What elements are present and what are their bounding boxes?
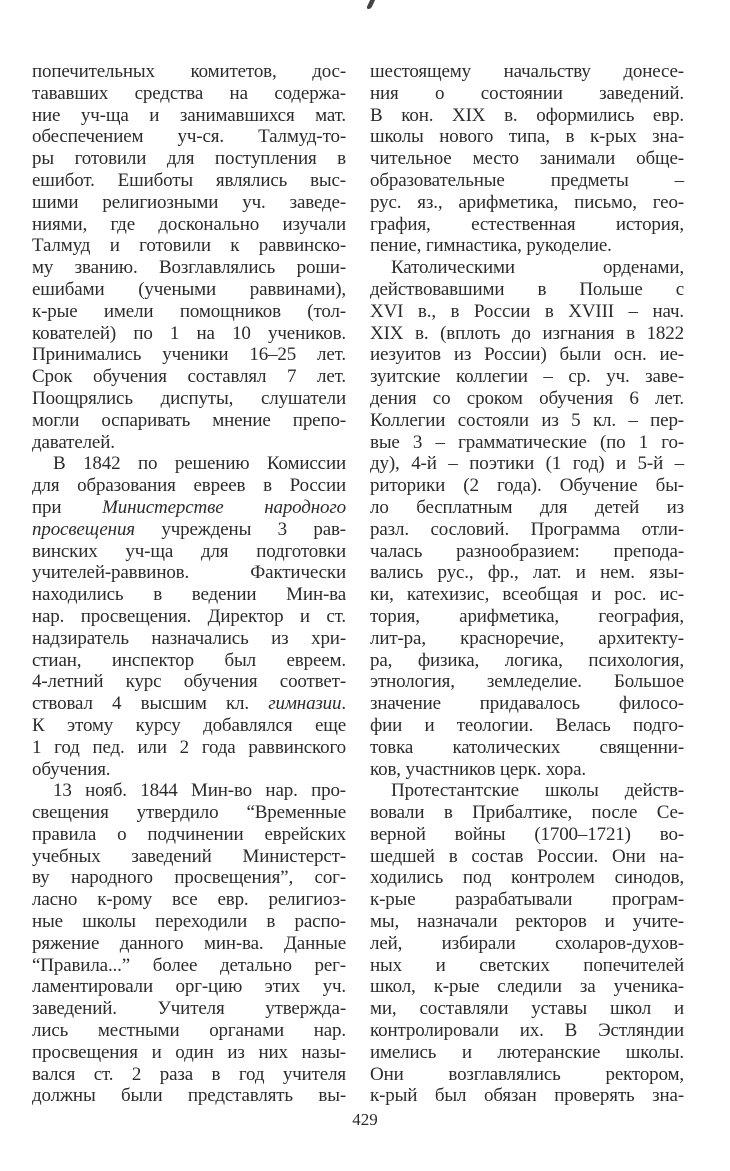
text-line: 13 нояб. 1844 Мин-во нар. про- [53, 780, 346, 802]
text-line: “Правила...” более детально рег- [32, 954, 346, 976]
text-line: ра, физика, логика, психология, [370, 649, 684, 671]
text-line [32, 693, 346, 715]
text-line: чалась разнообразием: препода- [370, 540, 684, 562]
text-line: ния о состоянии заведений. [370, 82, 684, 104]
text-line: ешибот. Ешиботы являлись выс- [32, 169, 346, 191]
text-line: шестоящему начальству донесе- [370, 61, 684, 82]
text-line: верной войны (1700–1721) во- [370, 823, 684, 845]
text-line: Протестантские школы действ- [391, 780, 684, 802]
text-line: В кон. XIX в. оформились евр. [370, 104, 684, 126]
text-line: обучения. [32, 758, 111, 780]
text-line: ных и светских попечителей [370, 954, 684, 976]
text-line: ряжение данного мин-ва. Данные [32, 932, 346, 954]
text-line: иезуитов из России) были осн. ие- [370, 344, 684, 366]
text-line: находились в ведении Мин-ва [32, 584, 346, 606]
text-line: В 1842 по решению Комиссии [53, 453, 346, 475]
text-line: образовательные предметы – [370, 169, 684, 191]
text-line: дения со сроком обучения 6 лет. [370, 387, 684, 409]
text-line: свещения утвердило “Временные [32, 802, 346, 824]
text-line: фии и теологии. Велась подго- [370, 714, 684, 736]
text-line: заведений. Учителя утвержда- [32, 998, 346, 1020]
text-line: ки, катехизис, всеобщая и рос. ис- [370, 584, 684, 606]
text-line: разл. сословий. Программа отли- [370, 518, 684, 540]
text-line [32, 519, 346, 541]
text-line: пение, гимнастика, рукоделие. [370, 235, 612, 257]
text-line: лей, избирали схоларов-духов- [370, 932, 684, 954]
text-line: к-рые имели помощников (тол- [32, 300, 346, 322]
text-line: ры готовили для поступления в [32, 148, 346, 170]
text-line: тория, арифметика, география, [370, 605, 684, 627]
text-line: ков, участников церк. хора. [370, 758, 587, 780]
text-line: винских уч-ща для подготовки [32, 540, 346, 562]
text-line: попечительных комитетов, дос- [32, 61, 346, 82]
text-line: ние уч-ща и занимавшихся мат. [32, 104, 346, 126]
text-line: вовали в Прибалтике, после Се- [370, 802, 684, 824]
text-line: Коллегии состояли из 5 кл. – пер- [370, 409, 684, 431]
text-line: к-рый был обязан проверять зна- [370, 1085, 684, 1107]
text-line: чительное место занимали обще- [370, 148, 684, 170]
text-line: могли оспаривать мнение препо- [32, 409, 346, 431]
text-line: давателей. [32, 431, 115, 453]
italic-term: Министерстве народного [102, 496, 346, 518]
text-segment: при [32, 496, 103, 518]
text-line: рус. яз., арифметика, письмо, гео- [370, 191, 684, 213]
text-line: надзиратель назначались из хри- [32, 627, 346, 649]
text-line: Принимались ученики 16–25 лет. [32, 344, 346, 366]
text-line: ешибами (учеными раввинами), [32, 278, 346, 300]
text-line: учителей-раввинов. Фактически [32, 562, 346, 584]
text-column-right [370, 61, 684, 1107]
text-line: кователей) по 1 на 10 учеников. [32, 322, 346, 344]
text-line: ву народного просвещения”, сог- [32, 867, 346, 889]
text-line: товка католических священни- [370, 736, 684, 758]
text-segment: . [341, 693, 346, 715]
text-line: учебных заведений Министерст- [32, 845, 346, 867]
text-line: зуитские коллегии – ср. уч. заве- [370, 366, 684, 388]
text-line: му званию. Возглавлялись роши- [32, 257, 346, 279]
page-number: 429 [352, 1110, 378, 1129]
text-line: Срок обучения составлял 7 лет. [32, 366, 346, 388]
text-line: нар. просвещения. Директор и ст. [32, 605, 346, 627]
text-line: к-рые разрабатывали програм- [370, 889, 684, 911]
text-line: XVI в., в России в XVIII – нач. [370, 300, 684, 322]
text-line: риторики (2 года). Обучение бы- [370, 475, 684, 497]
text-line: К этому курсу добавлялся еще [32, 714, 346, 736]
text-line: этнология, земледелие. Большое [370, 671, 684, 693]
text-line: 1 год пед. или 2 года раввинского [32, 736, 346, 758]
text-line: Католическими орденами, [391, 257, 684, 279]
text-line: лись местными органами нар. [32, 1020, 346, 1042]
text-line: мы, назначали ректоров и учите- [370, 911, 684, 933]
text-line: школы нового типа, в к-рых зна- [370, 126, 684, 148]
text-line: для образования евреев в России [32, 475, 346, 497]
italic-term: просвещения [32, 518, 135, 540]
text-line: Поощрялись диспуты, слушатели [32, 387, 346, 409]
text-line: школ, к-рые следили за ученика- [370, 976, 684, 998]
text-line: правила о подчинении еврейских [32, 823, 346, 845]
text-line: XIX в. (вплоть до изгнания в 1822 [370, 322, 684, 344]
text-line: обеспечением уч-ся. Талмуд-то- [32, 126, 346, 148]
text-line: ласно к-рому все евр. религиоз- [32, 889, 346, 911]
text-line: должны были представлять вы- [32, 1085, 346, 1107]
text-line: ные школы переходили в распо- [32, 911, 346, 933]
text-line: шедшей в состав России. Они на- [370, 845, 684, 867]
text-line: вались рус., фр., лат. и нем. язы- [370, 562, 684, 584]
text-line: ми, составляли уставы школ и [370, 998, 684, 1020]
text-line: просвещения и один из них назы- [32, 1041, 346, 1063]
text-line: вые 3 – грамматические (по 1 го- [370, 431, 684, 453]
text-line: стиан, инспектор был евреем. [32, 649, 346, 671]
text-line: контролировали их. В Эстляндии [370, 1020, 684, 1042]
text-line: действовавшими в Польше с [370, 278, 684, 300]
text-segment: ствовал 4 высшим кл. [32, 693, 269, 715]
text-line: графия, естественная история, [370, 213, 684, 235]
text-line: вался ст. 2 раза в год учителя [32, 1063, 346, 1085]
text-line: шими религиозными уч. заведе- [32, 191, 346, 213]
italic-term: гимназии [268, 693, 342, 715]
text-column-left [32, 61, 346, 1107]
text-line: значение придавалось филосо- [370, 693, 684, 715]
text-line: 4-летний курс обучения соответ- [32, 671, 346, 693]
text-line: ниями, где досконально изучали [32, 213, 346, 235]
text-line: ду), 4-й – поэтики (1 год) и 5-й – [370, 453, 684, 475]
text-line [32, 497, 346, 519]
text-line: лит-ра, красноречие, архитекту- [370, 627, 684, 649]
text-line: ламентировали орг-цию этих уч. [32, 976, 346, 998]
text-segment: учреждены 3 рав- [134, 518, 346, 540]
text-line: тававших средства на содержа- [32, 82, 346, 104]
text-line: ходились под контролем синодов, [370, 867, 684, 889]
text-line: имелись и лютеранские школы. [370, 1041, 684, 1063]
header-fragment [366, 0, 375, 9]
text-line: ло бесплатным для детей из [370, 496, 684, 518]
text-line: Талмуд и готовили к раввинско- [32, 235, 346, 257]
text-line: Они возглавлялись ректором, [370, 1063, 684, 1085]
